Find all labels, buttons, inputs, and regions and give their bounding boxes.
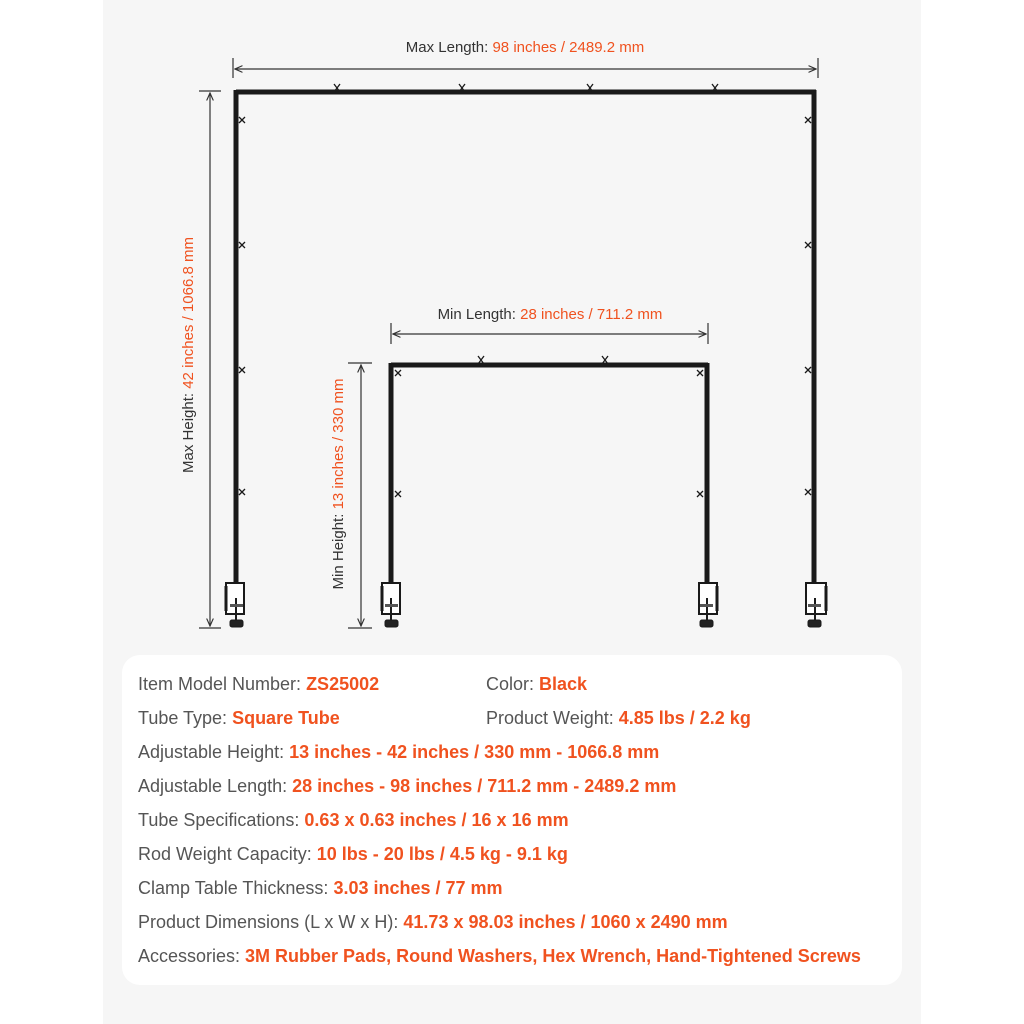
spec-model-value: ZS25002 (306, 674, 380, 694)
spec-clamp-thickness-label: Clamp Table Thickness: (138, 878, 334, 898)
min-length-value: 28 inches / 711.2 mm (520, 306, 663, 323)
large-frame-left-clamp (226, 583, 244, 627)
spec-rod-weight-capacity-value: 10 lbs - 20 lbs / 4.5 kg - 9.1 kg (316, 844, 568, 864)
spec-rod-weight-capacity-label: Rod Weight Capacity: (138, 844, 317, 864)
large-frame-right-clamp (806, 583, 826, 627)
spec-weight (486, 707, 751, 729)
max-length-dimension (233, 39, 818, 78)
spec-model (138, 673, 379, 695)
spec-tube-specifications-label: Tube Specifications: (138, 810, 305, 830)
spec-weight-value: 4.85 lbs / 2.2 kg (618, 708, 751, 728)
min-length-text (438, 306, 663, 323)
spec-adjustable-height-label: Adjustable Height: (138, 742, 290, 762)
small-frame-left-clamp (382, 583, 400, 627)
min-height-value: 13 inches / 330 mm (330, 378, 347, 510)
spec-tube-type-label: Tube Type: (138, 708, 233, 728)
spec-color-value: Black (539, 674, 588, 694)
max-height-label: Max Height: (180, 388, 197, 473)
min-length-dimension (391, 306, 708, 344)
spec-tube-specifications (138, 809, 569, 831)
max-length-text (406, 39, 644, 56)
spec-weight-label: Product Weight: (486, 708, 619, 728)
spec-clamp-thickness-value: 3.03 inches / 77 mm (333, 878, 503, 898)
spec-tube-type (138, 707, 340, 729)
spec-clamp-thickness (138, 877, 503, 899)
spec-model-label: Item Model Number: (138, 674, 307, 694)
spec-adjustable-length-value: 28 inches - 98 inches / 711.2 mm - 2489.2 mm (292, 776, 677, 796)
spec-adjustable-length-label: Adjustable Length: (138, 776, 293, 796)
min-height-text (330, 379, 347, 590)
large-frame (236, 84, 816, 588)
min-height-label: Min Height: (330, 509, 347, 590)
max-height-value: 42 inches / 1066.8 mm (180, 237, 197, 389)
min-length-label: Min Length: (437, 306, 521, 323)
spec-accessories-label: Accessories: (138, 946, 246, 966)
spec-tube-type-value: Square Tube (232, 708, 340, 728)
spec-accessories (138, 945, 861, 967)
small-frame (391, 356, 708, 588)
spec-product-dimensions-label: Product Dimensions (L x W x H): (138, 912, 404, 932)
spec-product-dimensions (138, 911, 728, 933)
spec-color (486, 673, 587, 695)
spec-adjustable-height (138, 741, 659, 763)
spec-rod-weight-capacity (138, 843, 568, 865)
max-height-text (180, 237, 197, 473)
spec-adjustable-length (138, 775, 676, 797)
spec-product-dimensions-value: 41.73 x 98.03 inches / 1060 x 2490 mm (403, 912, 728, 932)
spec-color-label: Color: (486, 674, 540, 694)
small-frame-right-clamp (699, 583, 717, 627)
spec-adjustable-height-value: 13 inches - 42 inches / 330 mm - 1066.8 mm (289, 742, 660, 762)
max-length-label: Max Length: (405, 39, 493, 56)
min-height-dimension (330, 363, 372, 628)
spec-tube-specifications-value: 0.63 x 0.63 inches / 16 x 16 mm (304, 810, 569, 830)
max-height-dimension (180, 91, 221, 628)
spec-accessories-value: 3M Rubber Pads, Round Washers, Hex Wrench, Hand-Tightened Screws (245, 946, 861, 966)
max-length-value: 98 inches / 2489.2 mm (492, 39, 645, 56)
